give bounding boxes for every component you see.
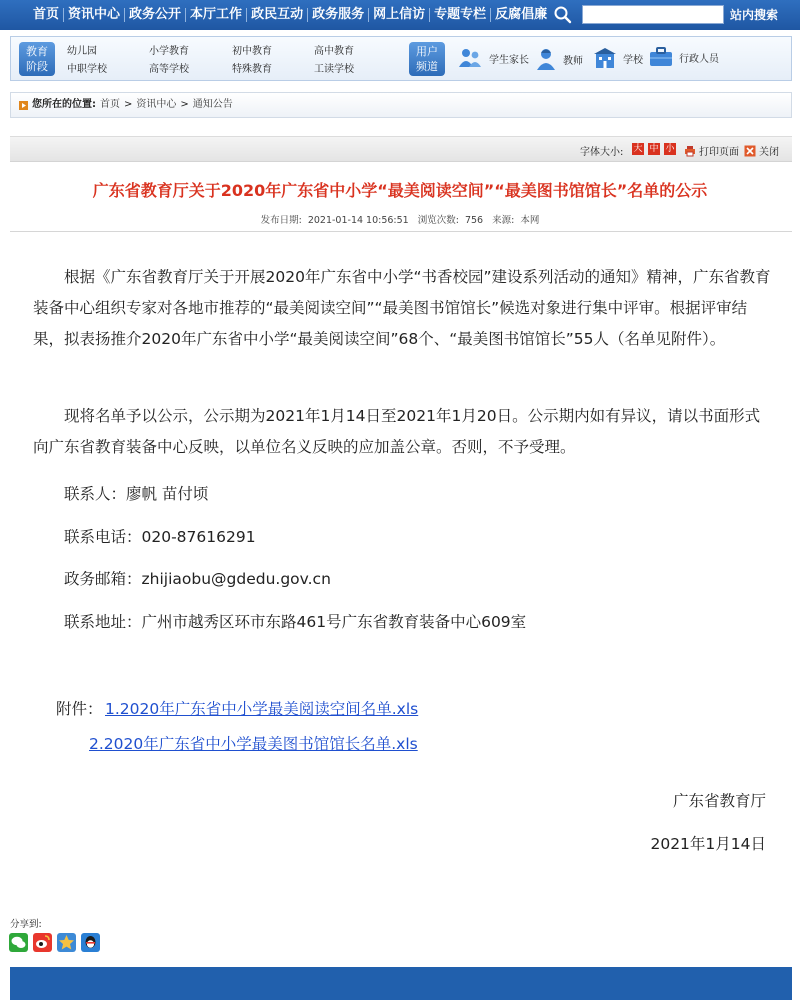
breadcrumb-separator: > bbox=[124, 99, 133, 110]
breadcrumb-notices[interactable]: 通知公告 bbox=[192, 99, 233, 110]
contact-phone: 联系电话：020-87616291 bbox=[64, 528, 256, 546]
school-icon bbox=[593, 47, 617, 69]
user-label: 学校 bbox=[623, 54, 643, 66]
level-primary-education[interactable]: 小学教育 bbox=[149, 46, 189, 57]
nav-online-petition[interactable]: 网上信访 bbox=[373, 7, 426, 22]
nav-department-work[interactable]: 本厅工作 bbox=[190, 7, 243, 22]
font-size-label: 字体大小: bbox=[580, 147, 624, 158]
publish-date: 2021-01-14 10:56:51 bbox=[307, 215, 409, 226]
user-administrators[interactable] bbox=[649, 47, 719, 67]
breadcrumb-news-center[interactable]: 资讯中心 bbox=[136, 99, 177, 110]
user-teachers[interactable] bbox=[535, 47, 583, 71]
article-meta bbox=[0, 212, 800, 226]
user-label: 教师 bbox=[563, 55, 583, 67]
user-channel-badge bbox=[409, 42, 445, 76]
nav-government-services[interactable]: 政务服务 bbox=[312, 7, 365, 22]
font-size-small-button[interactable]: 小 bbox=[665, 144, 675, 154]
article-toolbar bbox=[10, 136, 792, 162]
user-parents[interactable] bbox=[457, 47, 529, 69]
view-count: 756 bbox=[464, 215, 484, 226]
close-button[interactable] bbox=[744, 143, 779, 158]
user-label: 行政人员 bbox=[679, 53, 719, 65]
print-label: 打印页面 bbox=[699, 147, 739, 158]
printer-icon bbox=[684, 145, 696, 157]
nav-special-topics[interactable]: 专题专栏 bbox=[434, 7, 487, 22]
signature: 广东省教育厅 bbox=[672, 792, 766, 810]
contact-address: 联系地址：广州市越秀区环市东路461号广东省教育装备中心609室 bbox=[64, 613, 527, 631]
qq-icon[interactable] bbox=[81, 933, 100, 952]
close-label: 关闭 bbox=[759, 147, 779, 158]
education-stage-badge bbox=[19, 42, 55, 76]
paragraph: 现将名单予以公示，公示期为2021年1月14日至2021年1月20日。公示期内如有异议，请以书面形式向广东省教育装备中心反映，以单位名义反映的应加盖公章。否则，不予受理。 bbox=[33, 407, 761, 456]
title-divider bbox=[10, 231, 792, 232]
attachments-label: 附件： bbox=[56, 700, 103, 718]
site-search-button[interactable]: 站内搜索 bbox=[730, 8, 779, 22]
font-size-medium-button[interactable]: 中 bbox=[649, 144, 659, 154]
footer-bar bbox=[10, 967, 792, 1000]
level-kindergarten[interactable]: 幼儿园 bbox=[67, 46, 97, 57]
breadcrumb bbox=[10, 92, 792, 118]
nav-anti-corruption[interactable]: 反腐倡廉 bbox=[495, 7, 548, 22]
level-higher-education[interactable]: 高等学校 bbox=[149, 64, 189, 75]
level-junior-high[interactable]: 初中教育 bbox=[232, 46, 272, 57]
breadcrumb-label: 您所在的位置: bbox=[32, 99, 96, 110]
level-reform-school[interactable]: 工读学校 bbox=[314, 64, 354, 75]
contact-email: 政务邮箱：zhijiaobu@gdedu.gov.cn bbox=[64, 570, 331, 588]
badge-line: 阶段 bbox=[26, 60, 48, 73]
badge-line: 用户 bbox=[416, 45, 438, 58]
nav-home[interactable]: 首页 bbox=[33, 7, 60, 22]
wechat-icon[interactable] bbox=[9, 933, 28, 952]
nav-public-interaction[interactable]: 政民互动 bbox=[251, 7, 304, 22]
views-label: 浏览次数: bbox=[417, 215, 459, 226]
nav-news-center[interactable]: 资讯中心 bbox=[68, 7, 121, 22]
source-label: 来源: bbox=[492, 215, 515, 226]
print-button[interactable] bbox=[684, 143, 739, 158]
share-icons bbox=[9, 933, 100, 952]
level-senior-high[interactable]: 高中教育 bbox=[314, 46, 354, 57]
weibo-icon[interactable] bbox=[33, 933, 52, 952]
share-label: 分享到: bbox=[10, 919, 42, 930]
paragraph: 根据《广东省教育厅关于开展2020年广东省中小学“书香校园”建设系列活动的通知》精神，广东省教育装备中心组织专家对各地市推荐的“最美阅读空间”“最美图书馆馆长”候选对象进行集中评审。根据评审结果，拟表扬推介2020年广东省中小学“最美阅读空间”68个、“最美图书馆馆长”55人（名单见附件）。 bbox=[33, 268, 771, 348]
level-vocational-school[interactable]: 中职学校 bbox=[67, 64, 107, 75]
breadcrumb-separator: > bbox=[180, 99, 189, 110]
user-schools[interactable] bbox=[593, 47, 643, 69]
contact-person: 联系人：廖帆 苗付顷 bbox=[64, 485, 209, 503]
source-value: 本网 bbox=[520, 215, 540, 226]
sign-date: 2021年1月14日 bbox=[650, 835, 766, 853]
search-icon[interactable] bbox=[553, 5, 573, 25]
badge-line: 频道 bbox=[416, 60, 438, 73]
font-size-large-button[interactable]: 大 bbox=[633, 144, 643, 154]
parents-icon bbox=[457, 47, 483, 69]
breadcrumb-home[interactable]: 首页 bbox=[100, 99, 120, 110]
attachment-link-library-curator[interactable]: 2.2020年广东省中小学最美图书馆馆长名单.xls bbox=[89, 735, 418, 753]
briefcase-icon bbox=[649, 47, 673, 67]
user-label: 学生家长 bbox=[489, 54, 529, 66]
attachment-link-reading-space[interactable]: 1.2020年广东省中小学最美阅读空间名单.xls bbox=[105, 700, 419, 718]
close-icon bbox=[744, 145, 756, 157]
location-arrow-icon bbox=[19, 101, 28, 110]
teacher-icon bbox=[535, 47, 557, 71]
date-label: 发布日期: bbox=[260, 215, 302, 226]
qzone-icon[interactable] bbox=[57, 933, 76, 952]
badge-line: 教育 bbox=[26, 45, 48, 58]
level-special-education[interactable]: 特殊教育 bbox=[232, 64, 272, 75]
top-navigation bbox=[0, 0, 800, 30]
channel-panel bbox=[10, 36, 792, 81]
nav-government-affairs[interactable]: 政务公开 bbox=[129, 7, 182, 22]
site-search-input[interactable] bbox=[582, 5, 724, 24]
article-title: 广东省教育厅关于2020年广东省中小学“最美阅读空间”“最美图书馆馆长”名单的公示 bbox=[92, 181, 708, 200]
